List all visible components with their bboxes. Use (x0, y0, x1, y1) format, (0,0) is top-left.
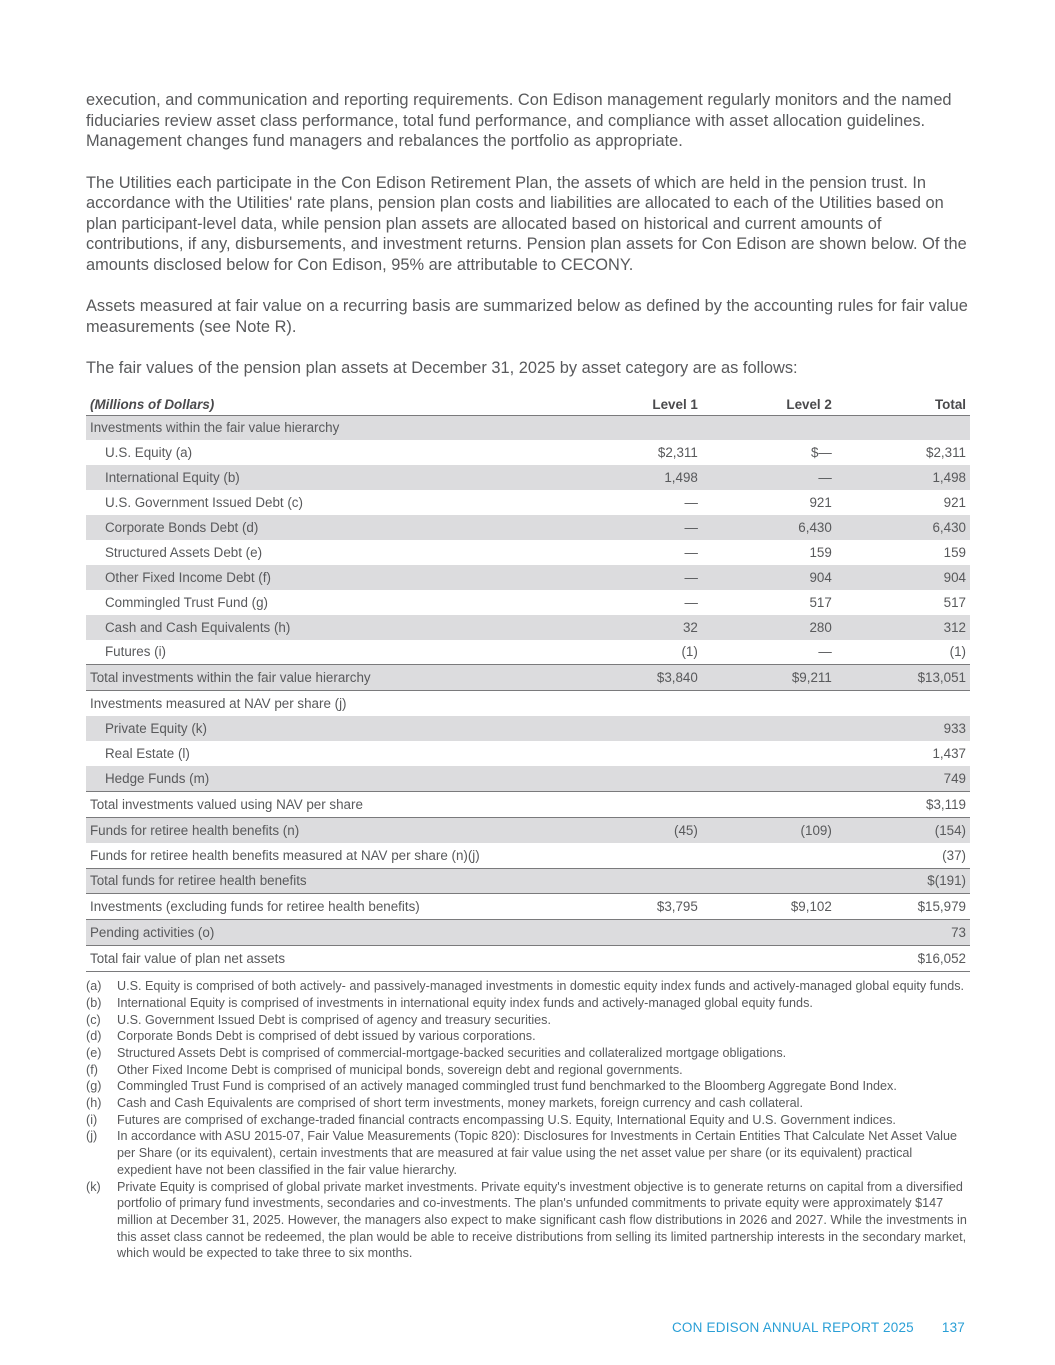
row-level-2 (702, 920, 836, 946)
table-row (86, 741, 970, 766)
row-level-1: — (684, 594, 698, 610)
header-units: (Millions of Dollars) (86, 391, 568, 416)
table-row (86, 766, 970, 791)
row-total: (154) (836, 817, 970, 842)
footer-page-number: 137 (941, 1320, 965, 1335)
footnote-item (86, 978, 970, 995)
row-level-1: 32 (568, 615, 702, 640)
row-level-2: 6,430 (702, 515, 836, 540)
row-label: International Equity (b) (86, 465, 568, 490)
row-level-1 (568, 741, 702, 766)
footnote-text: International Equity is comprised of investments in international equity index funds and actively-managed global equity funds. (117, 995, 813, 1010)
row-total: $(191) (836, 868, 970, 894)
row-level-2 (702, 691, 836, 716)
row-level-2 (702, 766, 836, 791)
footnote-text: Commingled Trust Fund is comprised of an actively managed commingled trust fund benchmarked to the Bloomberg Aggregate Bond Index. (117, 1079, 897, 1094)
row-total: 1,437 (932, 746, 966, 762)
row-label: Funds for retiree health benefits (n) (86, 817, 568, 842)
table-row (86, 440, 970, 465)
row-total: 749 (836, 766, 970, 791)
row-level-1: — (684, 495, 698, 511)
table-row (86, 691, 970, 716)
table-row (86, 894, 970, 920)
row-level-2: 159 (809, 544, 832, 560)
pension-assets-table (86, 391, 970, 973)
row-level-1 (568, 920, 702, 946)
footnote-marker: (d) (86, 1029, 102, 1044)
row-level-2 (702, 741, 836, 766)
intro-paragraph-3: Assets measured at fair value on a recurring basis are summarized below as defined by the accounting rules for fair value measurements (see Note R). (86, 297, 968, 336)
row-total: (37) (942, 847, 966, 863)
row-level-1 (568, 766, 702, 791)
row-total: 159 (943, 544, 966, 560)
row-level-2 (702, 415, 836, 440)
row-label: Investments measured at NAV per share (j) (86, 691, 568, 716)
footnote-text: U.S. Equity is comprised of both actively- and passively-managed investments in domestic equity index funds and actively-managed global equity funds. (117, 979, 965, 994)
row-level-1 (568, 691, 702, 716)
row-level-1 (568, 946, 702, 972)
footnote-marker: (e) (86, 1045, 102, 1060)
row-level-1: $2,311 (657, 445, 698, 461)
row-level-2: $— (810, 445, 832, 461)
footnote-marker: (a) (86, 979, 102, 994)
table-row (86, 868, 970, 894)
row-label: Funds for retiree health benefits measured at NAV per share (n)(j) (90, 847, 480, 863)
row-label: Cash and Cash Equivalents (h) (86, 615, 568, 640)
row-label: Total fair value of plan net assets (86, 946, 568, 972)
row-label: Corporate Bonds Debt (d) (86, 515, 568, 540)
footnote-item (86, 1062, 970, 1079)
footnote-item (86, 1179, 970, 1263)
footnote-item (86, 1078, 970, 1095)
footnote-marker: (h) (86, 1096, 102, 1111)
row-level-1 (568, 868, 702, 894)
row-label: Real Estate (l) (105, 746, 190, 762)
row-total: 6,430 (836, 515, 970, 540)
row-level-1 (568, 843, 702, 868)
footnote-item (86, 1095, 970, 1112)
table-row (86, 843, 970, 868)
table-row (86, 817, 970, 842)
row-level-1 (568, 791, 702, 817)
row-level-2 (702, 791, 836, 817)
row-level-1 (568, 415, 702, 440)
row-level-2: $9,211 (702, 665, 836, 691)
row-level-2: 921 (809, 495, 832, 511)
footnote-item (86, 1045, 970, 1062)
row-total (836, 691, 970, 716)
footnote-text: Corporate Bonds Debt is comprised of debt issued by various corporations. (117, 1029, 536, 1044)
footnote-item (86, 995, 970, 1012)
table-row (86, 665, 970, 691)
row-total: 312 (836, 615, 970, 640)
row-label: Private Equity (k) (86, 716, 568, 741)
row-label: Total funds for retiree health benefits (86, 868, 568, 894)
table-row (86, 590, 970, 615)
row-total: (1) (949, 644, 966, 660)
footnote-text: U.S. Government Issued Debt is comprised of agency and treasury securities. (117, 1012, 551, 1027)
row-level-2 (702, 868, 836, 894)
footnote-marker: (f) (86, 1062, 98, 1077)
row-level-1: — (568, 515, 702, 540)
row-total: $2,311 (926, 445, 966, 461)
table-row (86, 791, 970, 817)
footnote-text: In accordance with ASU 2015-07, Fair Value Measurements (Topic 820): Disclosures for Investments in Certain Entities That Calculate Net Asset Value per Share (or its equivalent), certain investments that are measured at fair value using the net asset value per share (or its equivalent) practical expedient have not been classified in the fair value hierarchy. (117, 1129, 957, 1177)
row-level-1: 1,498 (568, 465, 702, 490)
footnote-item (86, 1128, 970, 1178)
table-row (86, 640, 970, 665)
row-total: $15,979 (836, 894, 970, 920)
row-label: Other Fixed Income Debt (f) (86, 565, 568, 590)
footnote-text: Futures are comprised of exchange-traded financial contracts encompassing U.S. Equity, International Equity and U.S. Government indices. (117, 1112, 896, 1127)
row-level-1: (1) (681, 644, 698, 660)
table-row (86, 515, 970, 540)
footnote-marker: (c) (86, 1012, 101, 1027)
row-level-2 (702, 716, 836, 741)
row-total: 933 (836, 716, 970, 741)
row-label: Futures (i) (105, 644, 167, 660)
table-intro-paragraph: The fair values of the pension plan assets at December 31, 2025 by asset category are as follows: (86, 359, 798, 377)
table-header-row (86, 391, 970, 416)
footnote-marker: (i) (86, 1112, 98, 1127)
table-row (86, 465, 970, 490)
row-total: $16,052 (836, 946, 970, 972)
table-row (86, 946, 970, 972)
table-row (86, 415, 970, 440)
header-total: Total (836, 391, 970, 416)
row-level-2: 904 (702, 565, 836, 590)
row-label: Total investments within the fair value hierarchy (86, 665, 568, 691)
row-label: Pending activities (o) (86, 920, 568, 946)
table-row (86, 615, 970, 640)
footnote-text: Other Fixed Income Debt is comprised of municipal bonds, sovereign debt and regional governments. (117, 1062, 683, 1077)
table-row (86, 540, 970, 565)
row-label: U.S. Equity (a) (105, 445, 193, 461)
row-level-2 (702, 946, 836, 972)
page-footer (672, 1320, 965, 1335)
row-label: Investments within the fair value hierarchy (86, 415, 568, 440)
row-level-2: $9,102 (702, 894, 836, 920)
table-row (86, 920, 970, 946)
row-level-2: — (818, 644, 832, 660)
row-total: 517 (943, 594, 966, 610)
row-level-2: 280 (702, 615, 836, 640)
intro-paragraph-2: The Utilities each participate in the Con Edison Retirement Plan, the assets of which are held in the pension trust. In accordance with the Utilities' rate plans, pension plan costs and liabilities are allocated to each of the Utilities based on plan participant-level data, while pension plan assets are allocated based on historical and current amounts of contributions, if any, disbursements, and investment returns. Pension plan assets for Con Edison are shown below. Of the amounts disclosed below for Con Edison, 95% are attributable to CECONY. (86, 173, 967, 274)
row-level-2: (109) (702, 817, 836, 842)
header-level-2: Level 2 (702, 391, 836, 416)
footer-report-title: CON EDISON ANNUAL REPORT 2025 (671, 1320, 914, 1335)
row-label: Commingled Trust Fund (g) (105, 594, 268, 610)
row-level-1: $3,795 (568, 894, 702, 920)
row-label: Investments (excluding funds for retiree health benefits) (86, 894, 568, 920)
footnote-text: Private Equity is comprised of global private market investments. Private equity's investment objective is to generate returns on capital from a diversified portfolio of primary fund investments, secondaries and co-investments. The plan's unfunded commitments to private equity were approximately $147 million at December 31, 2025. However, the managers also expect to make significant cash flow distributions in 2026 and 2027. While the investments in this asset class cannot be redeemed, the plan would be able to receive distributions from selling its limited partnership interests in the secondary market, which would be expected to take three to six months. (117, 1179, 967, 1261)
row-total: $3,119 (836, 791, 970, 817)
footnote-item (86, 1028, 970, 1045)
table-row (86, 716, 970, 741)
row-total: 1,498 (836, 465, 970, 490)
row-level-1: $3,840 (568, 665, 702, 691)
intro-paragraph-1: execution, and communication and reporting requirements. Con Edison management regularly monitors and the named fiduciaries review asset class performance, total fund performance, and compliance with asset allocation guidelines. Management changes fund managers and rebalances the portfolio as appropriate. (86, 91, 952, 150)
page-content (86, 90, 970, 1262)
row-total: 921 (943, 495, 966, 511)
footnote-marker: (k) (86, 1179, 101, 1194)
header-level-1: Level 1 (568, 391, 702, 416)
row-label: Total investments valued using NAV per share (86, 791, 568, 817)
row-level-1: — (568, 565, 702, 590)
row-label: Hedge Funds (m) (86, 766, 568, 791)
footnote-marker: (g) (86, 1079, 102, 1094)
footnote-marker: (j) (86, 1129, 98, 1144)
table-row (86, 565, 970, 590)
row-total (836, 415, 970, 440)
row-level-2: 517 (809, 594, 832, 610)
footnote-item (86, 1112, 970, 1129)
row-total: $13,051 (836, 665, 970, 691)
footnotes-list (86, 978, 970, 1262)
row-level-2 (702, 843, 836, 868)
footnote-item (86, 1012, 970, 1029)
footnote-text: Structured Assets Debt is comprised of commercial-mortgage-backed securities and collateralized mortgage obligations. (117, 1045, 787, 1060)
row-total: 904 (836, 565, 970, 590)
table-body (86, 415, 970, 972)
footnote-marker: (b) (86, 995, 102, 1010)
row-level-1: (45) (568, 817, 702, 842)
row-level-1 (568, 716, 702, 741)
row-total: 73 (836, 920, 970, 946)
row-level-1: — (684, 544, 698, 560)
row-label: Structured Assets Debt (e) (105, 544, 263, 560)
table-row (86, 490, 970, 515)
row-label: U.S. Government Issued Debt (c) (105, 495, 303, 511)
footnote-text: Cash and Cash Equivalents are comprised of short term investments, money markets, foreign currency and cash collateral. (117, 1096, 803, 1111)
row-level-2: — (702, 465, 836, 490)
